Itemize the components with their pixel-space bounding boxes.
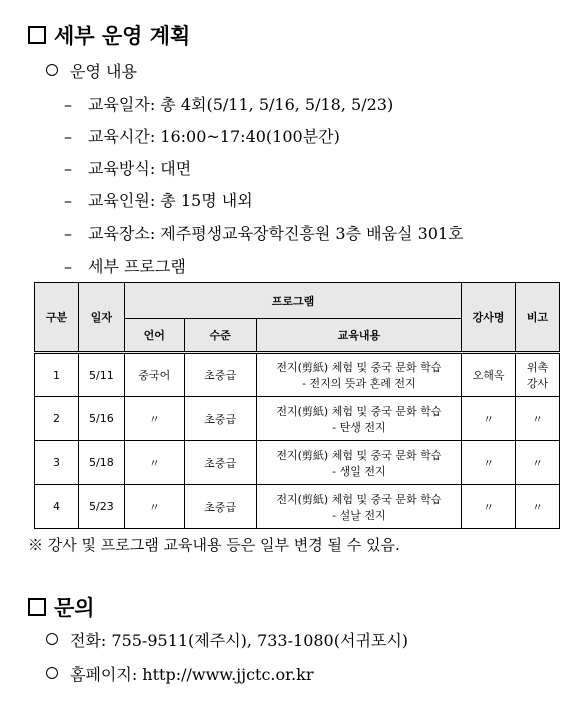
cell-level: 초중급 xyxy=(184,485,256,529)
cell-level: 초중급 xyxy=(184,397,256,441)
header-date: 일자 xyxy=(78,283,124,353)
change-notice: ※ 강사 및 프로그램 교육내용 등은 일부 변경 될 수 있음. xyxy=(28,536,400,554)
checkbox-square-icon xyxy=(28,598,46,616)
dash-bullet: – xyxy=(64,224,72,243)
contact-phone: 전화: 755-9511(제주시), 733-1080(서귀포시) xyxy=(46,628,408,651)
table-row xyxy=(35,353,560,397)
cell-instructor: 〃 xyxy=(462,485,516,529)
cell-no: 1 xyxy=(35,353,79,397)
circle-bullet-icon xyxy=(46,633,58,645)
dash-bullet: – xyxy=(64,95,72,114)
header-remark: 비고 xyxy=(516,283,560,353)
header-instructor: 강사명 xyxy=(462,283,516,353)
dash-bullet: – xyxy=(64,159,72,178)
cell-no: 2 xyxy=(35,397,79,441)
cell-language: 〃 xyxy=(124,485,184,529)
cell-date: 5/18 xyxy=(78,441,124,485)
cell-instructor: 오해옥 xyxy=(462,353,516,397)
table-row xyxy=(35,441,560,485)
cell-content: 전지(剪紙) 체험 및 중국 문화 학습 - 전지의 뜻과 혼례 전지 xyxy=(256,353,462,397)
table-row xyxy=(35,397,560,441)
cell-instructor: 〃 xyxy=(462,397,516,441)
header-level: 수준 xyxy=(184,319,256,353)
cell-date: 5/23 xyxy=(78,485,124,529)
item-location: – 교육장소: 제주평생교육장학진흥원 3층 배움실 301호 xyxy=(64,224,464,243)
circle-bullet-icon xyxy=(46,667,58,679)
cell-date: 5/16 xyxy=(78,397,124,441)
header-program: 프로그램 xyxy=(124,283,461,319)
header-content: 교육내용 xyxy=(256,319,462,353)
cell-level: 초중급 xyxy=(184,353,256,397)
dash-bullet: – xyxy=(64,127,72,146)
section-title-inquiry: 문의 xyxy=(28,592,95,622)
section-title-plan: 세부 운영 계획 xyxy=(28,20,190,50)
dash-bullet: – xyxy=(64,191,72,210)
subheading-operation: 운영 내용 xyxy=(46,59,137,82)
item-date: – 교육일자: 총 4회(5/11, 5/16, 5/18, 5/23) xyxy=(64,95,394,114)
header-gubun: 구분 xyxy=(35,283,79,353)
program-table xyxy=(34,282,560,529)
contact-homepage: 홈페이지: http://www.jjctc.or.kr xyxy=(46,662,313,685)
dash-bullet: – xyxy=(64,257,72,276)
cell-language: 중국어 xyxy=(124,353,184,397)
cell-language: 〃 xyxy=(124,441,184,485)
cell-no: 4 xyxy=(35,485,79,529)
cell-remark: 〃 xyxy=(516,441,560,485)
cell-content: 전지(剪紙) 체험 및 중국 문화 학습 - 생일 전지 xyxy=(256,441,462,485)
cell-content: 전지(剪紙) 체험 및 중국 문화 학습 - 탄생 전지 xyxy=(256,397,462,441)
cell-remark: 〃 xyxy=(516,485,560,529)
checkbox-square-icon xyxy=(28,26,46,44)
item-time: – 교육시간: 16:00~17:40(100분간) xyxy=(64,127,340,146)
cell-date: 5/11 xyxy=(78,353,124,397)
cell-remark: 〃 xyxy=(516,397,560,441)
header-language: 언어 xyxy=(124,319,184,353)
cell-no: 3 xyxy=(35,441,79,485)
item-attendees: – 교육인원: 총 15명 내외 xyxy=(64,191,253,210)
circle-bullet-icon xyxy=(46,64,58,76)
cell-language: 〃 xyxy=(124,397,184,441)
item-method: – 교육방식: 대면 xyxy=(64,159,192,178)
cell-level: 초중급 xyxy=(184,441,256,485)
cell-instructor: 〃 xyxy=(462,441,516,485)
table-row xyxy=(35,485,560,529)
cell-content: 전지(剪紙) 체험 및 중국 문화 학습 - 설날 전지 xyxy=(256,485,462,529)
item-program: – 세부 프로그램 xyxy=(64,257,186,276)
cell-remark: 위촉 강사 xyxy=(516,353,560,397)
